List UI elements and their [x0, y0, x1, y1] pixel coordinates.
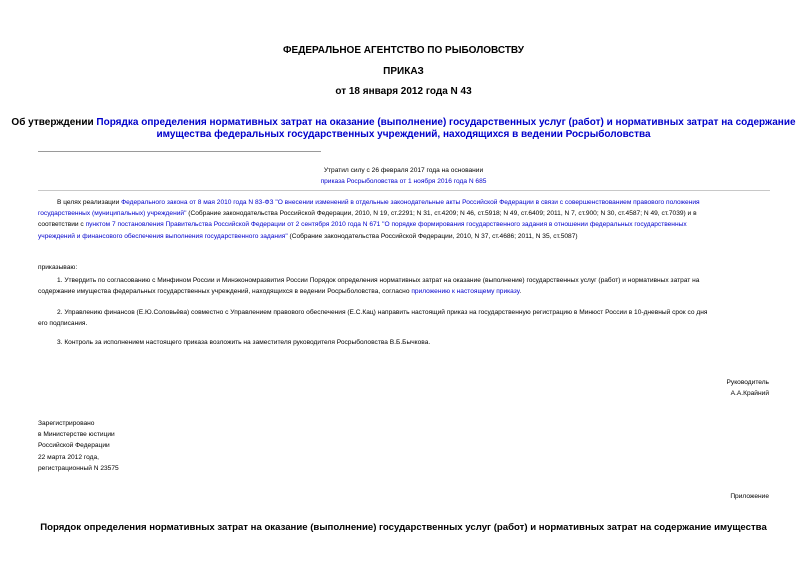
repeal-link-line	[0, 177, 807, 187]
title-prefix: Об утверждении	[11, 117, 97, 128]
registration-line: Зарегистрировано	[38, 420, 95, 427]
appendix-link[interactable]: приложению к настоящему приказу	[411, 288, 520, 296]
title-link-line2[interactable]: имущества федеральных государственных учреждений, находящихся в ведении Росрыболовства	[156, 129, 651, 140]
item-2-line-1: 2. Управлению финансов (Е.Ю.Соловьёва) совместно с Управлением правового обеспечения (Е.С.Кац) направить настоящий приказ на государственную регистрацию в Минюст России в 10-дневный срок со дня	[57, 309, 708, 316]
registration-line: регистрационный N 23575	[38, 464, 119, 472]
government-decree-link[interactable]: пунктом 7 постановления Правительства Российской Федерации от 2 сентября 2010 года N 671 "О порядке формирования государственного задания в отношении федеральных государственных	[85, 221, 687, 229]
registration-line: Российской Федерации	[38, 442, 110, 450]
item-1-end: .	[519, 288, 522, 296]
signature-position: Руководитель	[726, 379, 769, 386]
item-2-line-2: его подписания.	[38, 320, 88, 328]
order-item-2	[38, 307, 773, 329]
preamble-text-2: (Собрание законодательства Российской Федерации, 2010, N 19, ст.2291; N 31, ст.4209; N 46, ст.5918; N 49, ст.6409; 2011, N 7, ст.900; N 30, ст.4587; N 49, ст.7039) и в	[186, 210, 697, 218]
document-date-number: от 18 января 2012 года N 43	[335, 86, 472, 97]
preamble-text-3: соответствии с	[38, 221, 86, 229]
title-divider	[38, 151, 321, 152]
document-title	[0, 117, 807, 128]
appendix-label: Приложение	[730, 493, 769, 500]
signature-name: А.А.Крайний	[730, 390, 769, 398]
registration-block	[38, 418, 119, 474]
item-1-line-2: содержание имущества федеральных государственных учреждений, находящихся в ведении Росрыболовства, согласно	[38, 288, 412, 296]
title-link[interactable]: Порядка определения нормативных затрат на оказание (выполнение) государственных услуг (работ) и нормативных затрат на содержание	[96, 117, 796, 128]
order-item-1	[38, 275, 773, 297]
federal-law-link[interactable]: Федерального закона от 8 мая 2010 года N 83-ФЗ "О внесении изменений в отдельные законодательные акты Российской Федерации в связи с совершенствованием правового положения	[121, 199, 700, 206]
order-word: приказываю:	[38, 264, 78, 271]
appendix-title: Порядок определения нормативных затрат на оказание (выполнение) государственных услуг (работ) и нормативных затрат на содержание имущества	[40, 522, 767, 533]
order-item-3: 3. Контроль за исполнением настоящего приказа возложить на заместителя руководителя Росрыболовства В.Б.Бычкова.	[57, 339, 431, 346]
signature-block	[727, 377, 769, 399]
repeal-note: Утратил силу с 26 февраля 2017 года на основании	[323, 167, 484, 174]
repeal-order-link[interactable]: приказа Росрыболовства от 1 ноября 2016 года N 685	[320, 178, 487, 185]
preamble-text-1: В целях реализации	[57, 199, 122, 206]
item-1-line-1: 1. Утвердить по согласованию с Минфином России и Минэкономразвития России Порядок определения нормативных затрат на оказание (выполнение) государственных услуг (работ) и нормативных затрат на	[57, 277, 700, 284]
federal-law-link-cont[interactable]: государственных (муниципальных) учреждений"	[38, 210, 187, 218]
document-type: ПРИКАЗ	[383, 66, 424, 77]
agency-name: ФЕДЕРАЛЬНОЕ АГЕНТСТВО ПО РЫБОЛОВСТВУ	[283, 45, 524, 56]
registration-line: в Министерстве юстиции	[38, 431, 115, 439]
preamble-text-4: (Собрание законодательства Российской Федерации, 2010, N 37, ст.4686; 2011, N 35, ст.5087)	[287, 232, 578, 240]
government-decree-link-cont[interactable]: учреждений и финансового обеспечения выполнения государственного задания"	[38, 232, 288, 240]
preamble	[38, 197, 773, 242]
status-divider	[38, 190, 770, 191]
document-title-line2	[0, 129, 807, 140]
registration-line: 22 марта 2012 года,	[38, 453, 99, 461]
